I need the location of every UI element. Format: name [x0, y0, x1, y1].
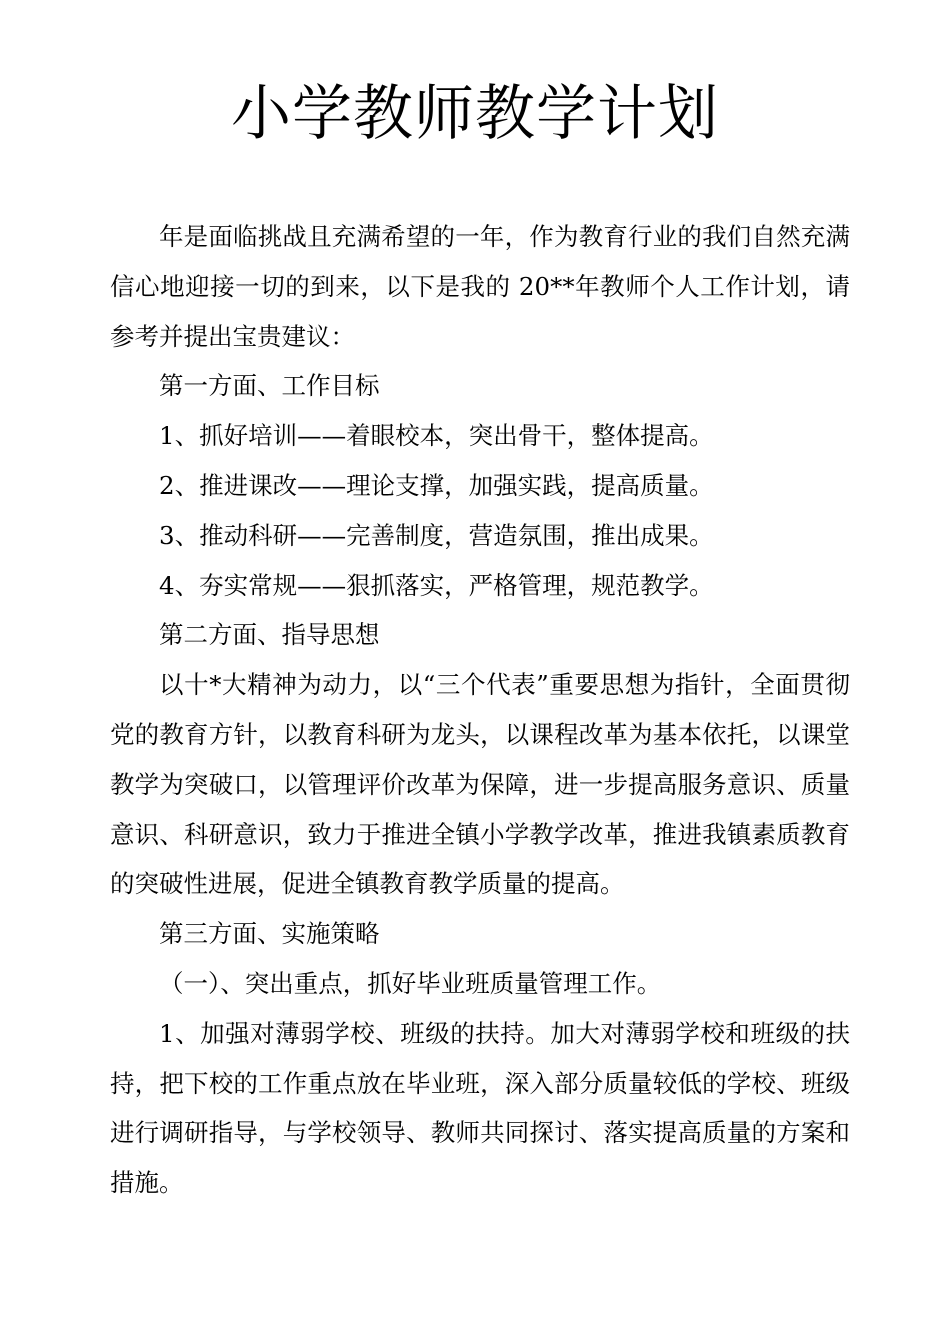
strategy-subheading-1: （一）、突出重点，抓好毕业班质量管理工作。	[159, 968, 662, 998]
section-heading-strategy: 第三方面、实施策略	[159, 919, 380, 949]
goal-item-3: 3、推动科研——完善制度，营造氛围，推出成果。	[159, 520, 714, 550]
goal-item-1: 1、抓好培训——着眼校本，突出骨干，整体提高。	[159, 421, 714, 451]
document-title: 小学教师教学计划	[231, 79, 719, 149]
document-body	[110, 212, 850, 1208]
strategy-item-1: 1、加强对薄弱学校、班级的扶持。加大对薄弱学校和班级的扶持，把下校的工作重点放在毕业班，深入部分质量较低的学校、班级进行调研指导，与学校领导、教师共同探讨、落实提高质量的方案和措施。	[110, 1018, 850, 1198]
guiding-ideology-paragraph: 以十*大精神为动力，以“三个代表”重要思想为指针，全面贯彻党的教育方针，以教育科研为龙头，以课程改革为基本依托，以课堂教学为突破口，以管理评价改革为保障，进一步提高服务意识、质量意识、科研意识，致力于推进全镇小学教学改革，推进我镇素质教育的突破性进展，促进全镇教育教学质量的提高。	[110, 670, 850, 899]
intro-paragraph: 年是面临挑战且充满希望的一年，作为教育行业的我们自然充满信心地迎接一切的到来，以下是我的 20**年教师个人工作计划，请参考并提出宝贵建议：	[110, 222, 850, 351]
section-heading-goals: 第一方面、工作目标	[159, 371, 380, 401]
goal-item-2: 2、推进课改——理论支撑，加强实践，提高质量。	[159, 470, 714, 500]
section-heading-guiding-ideology: 第二方面、指导思想	[159, 620, 380, 650]
goal-item-4: 4、夯实常规——狠抓落实，严格管理，规范教学。	[159, 570, 714, 600]
